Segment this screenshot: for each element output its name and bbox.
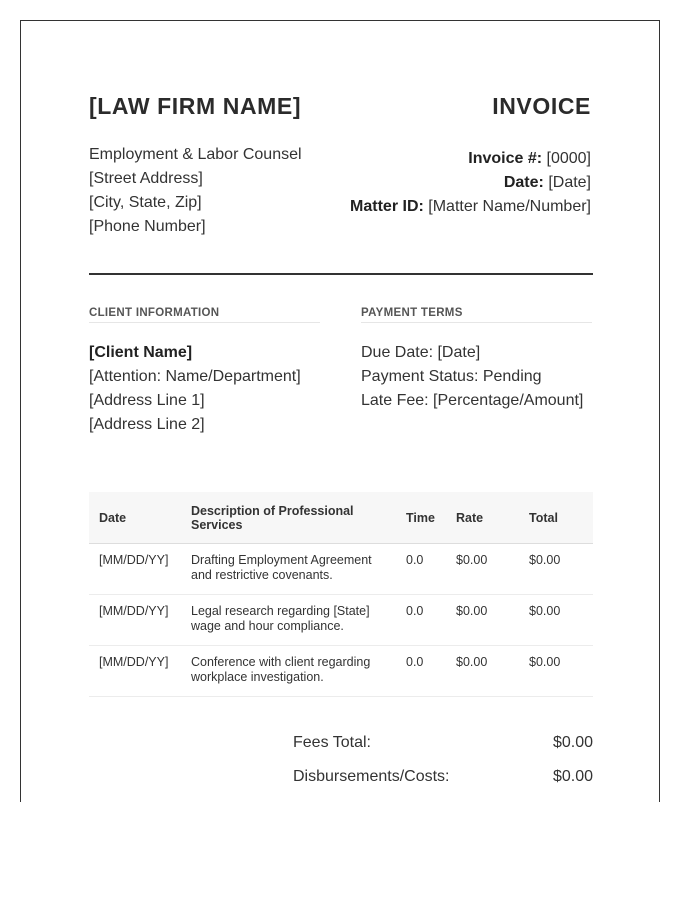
- firm-address-block: [89, 143, 302, 239]
- row-rate: $0.00: [446, 544, 519, 595]
- invoice-number-line: [350, 147, 591, 171]
- row-date: [MM/DD/YY]: [89, 595, 181, 646]
- disbursements-label: Disbursements/Costs:: [293, 768, 450, 785]
- invoice-number-value: [0000]: [546, 150, 591, 167]
- payment-status: Payment Status: Pending: [361, 368, 542, 385]
- document-title: INVOICE: [492, 93, 591, 119]
- row-time: 0.0: [396, 646, 446, 697]
- row-total: $0.00: [519, 595, 593, 646]
- table-row: [89, 646, 593, 697]
- disbursements-row: [293, 767, 593, 801]
- invoice-date-line: [350, 171, 591, 195]
- fees-total-value: $0.00: [552, 734, 593, 751]
- disbursements-value: $0.00: [552, 768, 593, 785]
- firm-phone-number: [Phone Number]: [89, 218, 206, 235]
- firm-practice-area: Employment & Labor Counsel: [89, 146, 302, 163]
- client-info-heading: CLIENT INFORMATION: [89, 307, 320, 323]
- column-header-total: Total: [519, 492, 593, 544]
- row-time: 0.0: [396, 544, 446, 595]
- payment-terms-block: [361, 341, 583, 413]
- client-attention: [Attention: Name/Department]: [89, 368, 301, 385]
- row-description: Conference with client regarding workplace investigation.: [181, 646, 396, 697]
- payment-terms-heading: PAYMENT TERMS: [361, 307, 592, 323]
- row-date: [MM/DD/YY]: [89, 544, 181, 595]
- column-header-description: Description of Professional Services: [181, 492, 396, 544]
- invoice-page: [20, 20, 660, 802]
- row-total: $0.00: [519, 544, 593, 595]
- row-description: Drafting Employment Agreement and restrictive covenants.: [181, 544, 396, 595]
- client-address-line-1: [Address Line 1]: [89, 392, 205, 409]
- column-header-time: Time: [396, 492, 446, 544]
- row-rate: $0.00: [446, 595, 519, 646]
- header-divider: [89, 273, 593, 275]
- column-header-date: Date: [89, 492, 181, 544]
- invoice-date-label: Date:: [503, 174, 544, 191]
- table-header-row: [89, 492, 593, 544]
- row-date: [MM/DD/YY]: [89, 646, 181, 697]
- table-row: [89, 544, 593, 595]
- client-info-block: [89, 341, 301, 437]
- firm-city-state-zip: [City, State, Zip]: [89, 194, 202, 211]
- invoice-meta-block: [350, 147, 591, 219]
- row-total: $0.00: [519, 646, 593, 697]
- client-address-line-2: [Address Line 2]: [89, 416, 205, 433]
- late-fee: Late Fee: [Percentage/Amount]: [361, 392, 584, 409]
- firm-street-address: [Street Address]: [89, 170, 203, 187]
- due-date: Due Date: [Date]: [361, 344, 481, 361]
- invoice-date-value: [Date]: [548, 174, 591, 191]
- totals-block: [293, 733, 593, 801]
- fees-total-label: Fees Total:: [293, 734, 371, 751]
- row-rate: $0.00: [446, 646, 519, 697]
- services-table: [89, 492, 593, 697]
- row-time: 0.0: [396, 595, 446, 646]
- column-header-rate: Rate: [446, 492, 519, 544]
- firm-name: [LAW FIRM NAME]: [89, 93, 302, 119]
- client-name: [Client Name]: [89, 344, 193, 361]
- matter-id-line: [350, 195, 591, 219]
- matter-id-value: [Matter Name/Number]: [428, 198, 591, 215]
- row-description: Legal research regarding [State] wage and hour compliance.: [181, 595, 396, 646]
- matter-id-label: Matter ID:: [350, 198, 424, 215]
- invoice-number-label: Invoice #:: [468, 150, 543, 167]
- fees-total-row: [293, 733, 593, 767]
- table-row: [89, 595, 593, 646]
